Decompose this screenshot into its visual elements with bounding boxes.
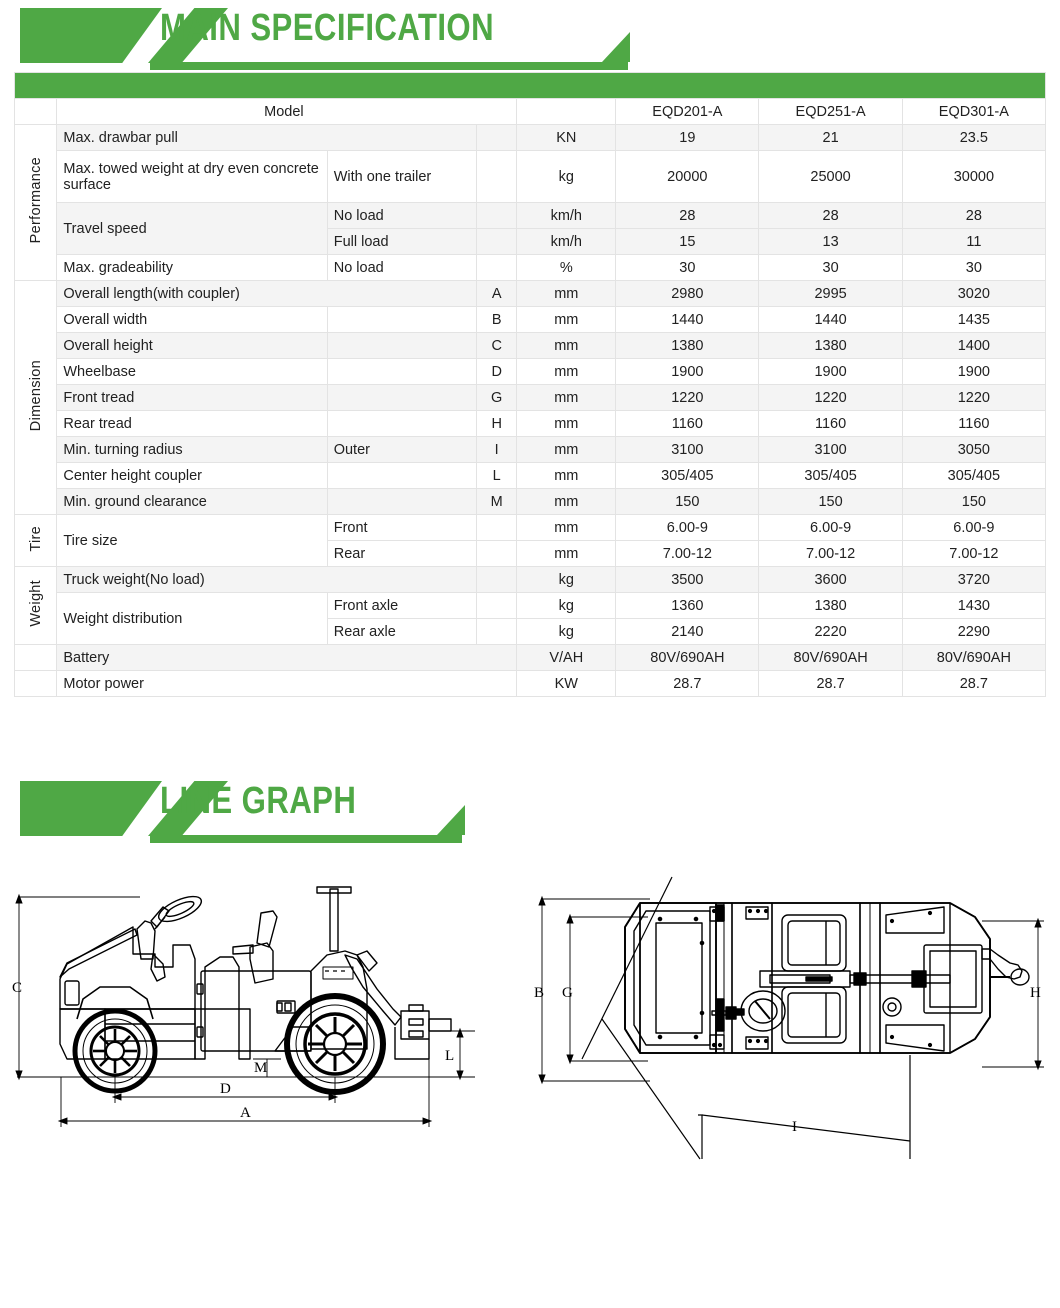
table-row	[15, 203, 1046, 229]
row-item-label: Rear tread	[57, 411, 327, 437]
row-sub-label	[327, 359, 476, 385]
row-sub-label: No load	[327, 203, 476, 229]
row-code: C	[477, 333, 517, 359]
row-sub-label	[327, 411, 476, 437]
row-sub-label: Full load	[327, 229, 476, 255]
row-value-2: 1380	[759, 593, 902, 619]
row-value-2: 13	[759, 229, 902, 255]
row-unit: mm	[517, 541, 616, 567]
row-value-3: 28	[902, 203, 1045, 229]
row-value-1: 20000	[616, 151, 759, 203]
row-item-label: Overall width	[57, 307, 327, 333]
row-value-2: 6.00-9	[759, 515, 902, 541]
row-value-3: 3020	[902, 281, 1045, 307]
row-item-label: Front tread	[57, 385, 327, 411]
table-row	[15, 463, 1046, 489]
row-item-label: Min. turning radius	[57, 437, 327, 463]
row-item-label: Battery	[57, 645, 517, 671]
row-unit: %	[517, 255, 616, 281]
row-value-2: 28.7	[759, 671, 902, 697]
row-unit: mm	[517, 437, 616, 463]
technical-drawings	[0, 849, 1060, 1209]
table-row	[15, 385, 1046, 411]
row-item-label: Wheelbase	[57, 359, 327, 385]
row-value-1: 1160	[616, 411, 759, 437]
top-view-tow-tractor	[520, 859, 1060, 1179]
row-value-3: 7.00-12	[902, 541, 1045, 567]
row-code: A	[477, 281, 517, 307]
row-unit: mm	[517, 307, 616, 333]
row-value-1: 1360	[616, 593, 759, 619]
row-code	[477, 255, 517, 281]
table-header-row	[15, 99, 1046, 125]
row-item-label: Max. towed weight at dry even concrete surface	[57, 151, 327, 203]
row-item-label: Travel speed	[57, 203, 327, 255]
row-sub-label	[327, 463, 476, 489]
row-code: M	[477, 489, 517, 515]
row-value-3: 150	[902, 489, 1045, 515]
row-value-3: 23.5	[902, 125, 1045, 151]
row-value-3: 305/405	[902, 463, 1045, 489]
dim-label-H: H	[1030, 985, 1041, 1001]
table-row	[15, 151, 1046, 203]
table-row	[15, 255, 1046, 281]
row-value-2: 28	[759, 203, 902, 229]
row-sub-label	[327, 307, 476, 333]
row-unit: kg	[517, 567, 616, 593]
row-value-3: 1430	[902, 593, 1045, 619]
row-value-1: 1380	[616, 333, 759, 359]
row-value-2: 305/405	[759, 463, 902, 489]
table-row	[15, 593, 1046, 619]
dim-label-G: G	[562, 985, 573, 1001]
row-value-1: 2140	[616, 619, 759, 645]
row-value-3: 3720	[902, 567, 1045, 593]
row-value-1: 1220	[616, 385, 759, 411]
row-code: B	[477, 307, 517, 333]
row-unit: KW	[517, 671, 616, 697]
banner-block-shape	[20, 781, 162, 836]
row-value-1: 28	[616, 203, 759, 229]
row-item-label: Weight distribution	[57, 593, 327, 645]
table-row	[15, 281, 1046, 307]
row-unit: V/AH	[517, 645, 616, 671]
row-value-3: 1220	[902, 385, 1045, 411]
row-value-1: 30	[616, 255, 759, 281]
row-code	[477, 541, 517, 567]
header-model-1: EQD201-A	[616, 99, 759, 125]
dim-label-M: M	[254, 1060, 268, 1076]
table-green-header-bar	[15, 73, 1046, 99]
row-value-2: 2220	[759, 619, 902, 645]
row-value-1: 3500	[616, 567, 759, 593]
row-value-3: 3050	[902, 437, 1045, 463]
row-unit: mm	[517, 359, 616, 385]
row-value-3: 6.00-9	[902, 515, 1045, 541]
table-row	[15, 671, 1046, 697]
row-code	[477, 567, 517, 593]
row-sub-label: Front	[327, 515, 476, 541]
row-value-2: 1160	[759, 411, 902, 437]
row-sub-label: Front axle	[327, 593, 476, 619]
row-unit: mm	[517, 489, 616, 515]
table-row	[15, 489, 1046, 515]
row-unit: mm	[517, 515, 616, 541]
row-value-2: 150	[759, 489, 902, 515]
row-unit: mm	[517, 463, 616, 489]
category-text: Dimension	[27, 359, 44, 432]
row-unit: km/h	[517, 203, 616, 229]
row-unit: mm	[517, 333, 616, 359]
row-code: D	[477, 359, 517, 385]
row-value-1: 150	[616, 489, 759, 515]
row-unit: mm	[517, 281, 616, 307]
row-value-3: 80V/690AH	[902, 645, 1045, 671]
dim-label-C: C	[12, 980, 23, 996]
row-code	[477, 125, 517, 151]
category-label-dimension	[15, 281, 57, 515]
row-sub-label: Rear axle	[327, 619, 476, 645]
row-value-1: 1440	[616, 307, 759, 333]
row-code	[477, 619, 517, 645]
row-code: L	[477, 463, 517, 489]
row-value-2: 1440	[759, 307, 902, 333]
table-row	[15, 411, 1046, 437]
row-sub-label: No load	[327, 255, 476, 281]
table-row	[15, 125, 1046, 151]
banner-triangle-icon	[437, 805, 465, 835]
row-item-label: Overall length(with coupler)	[57, 281, 477, 307]
row-value-1: 15	[616, 229, 759, 255]
row-item-label: Min. ground clearance	[57, 489, 327, 515]
row-value-2: 80V/690AH	[759, 645, 902, 671]
row-item-label: Max. gradeability	[57, 255, 327, 281]
row-value-2: 25000	[759, 151, 902, 203]
table-row	[15, 307, 1046, 333]
row-unit: km/h	[517, 229, 616, 255]
row-value-3: 1400	[902, 333, 1045, 359]
row-code: G	[477, 385, 517, 411]
row-code: H	[477, 411, 517, 437]
row-sub-label: Rear	[327, 541, 476, 567]
row-value-2: 1900	[759, 359, 902, 385]
line-graph-banner	[0, 773, 1060, 845]
row-value-3: 30000	[902, 151, 1045, 203]
row-value-1: 7.00-12	[616, 541, 759, 567]
table-row	[15, 359, 1046, 385]
row-value-1: 1900	[616, 359, 759, 385]
header-category-spacer	[15, 99, 57, 125]
category-spacer	[15, 645, 57, 671]
row-sub-label: Outer	[327, 437, 476, 463]
dim-label-B: B	[534, 985, 545, 1001]
row-sub-label: With one trailer	[327, 151, 476, 203]
table-row	[15, 333, 1046, 359]
row-code	[477, 151, 517, 203]
row-item-label: Overall height	[57, 333, 327, 359]
row-value-3: 1160	[902, 411, 1045, 437]
table-row	[15, 515, 1046, 541]
row-unit: kg	[517, 619, 616, 645]
page-title-main-specification: MAIN SPECIFICATION	[160, 7, 494, 49]
row-value-2: 1380	[759, 333, 902, 359]
category-text: Weight	[27, 580, 44, 627]
row-item-label: Max. drawbar pull	[57, 125, 477, 151]
row-value-2: 1220	[759, 385, 902, 411]
category-text: Tire	[27, 525, 44, 552]
row-value-3: 28.7	[902, 671, 1045, 697]
row-unit: kg	[517, 593, 616, 619]
row-value-2: 3600	[759, 567, 902, 593]
row-unit: mm	[517, 385, 616, 411]
row-value-2: 30	[759, 255, 902, 281]
dim-label-A: A	[240, 1105, 251, 1121]
header-model-label: Model	[57, 99, 517, 125]
header-model-3: EQD301-A	[902, 99, 1045, 125]
category-label-performance	[15, 125, 57, 281]
banner-triangle-icon	[602, 32, 630, 62]
page-title-line-graph: LINE GRAPH	[160, 780, 357, 822]
dim-label-L: L	[445, 1048, 455, 1064]
row-code: I	[477, 437, 517, 463]
main-specification-banner	[0, 0, 1060, 72]
row-value-3: 1900	[902, 359, 1045, 385]
dim-label-D: D	[220, 1081, 231, 1097]
row-code	[477, 229, 517, 255]
row-value-1: 80V/690AH	[616, 645, 759, 671]
side-view-tow-tractor	[5, 859, 505, 1159]
row-value-1: 19	[616, 125, 759, 151]
category-text: Performance	[27, 157, 44, 244]
category-label-tire	[15, 515, 57, 567]
row-value-1: 305/405	[616, 463, 759, 489]
row-value-1: 3100	[616, 437, 759, 463]
specification-table	[14, 72, 1046, 697]
row-value-1: 6.00-9	[616, 515, 759, 541]
banner-block-shape	[20, 8, 162, 63]
row-value-3: 11	[902, 229, 1045, 255]
row-item-label: Truck weight(No load)	[57, 567, 477, 593]
row-sub-label	[327, 333, 476, 359]
specification-table-wrap	[0, 72, 1060, 697]
row-value-2: 3100	[759, 437, 902, 463]
banner-rule	[150, 835, 462, 843]
row-code	[477, 515, 517, 541]
row-item-label: Center height coupler	[57, 463, 327, 489]
row-value-2: 7.00-12	[759, 541, 902, 567]
header-model-2: EQD251-A	[759, 99, 902, 125]
dim-label-I: I	[792, 1119, 797, 1135]
row-sub-label	[327, 489, 476, 515]
table-row	[15, 645, 1046, 671]
table-row	[15, 437, 1046, 463]
row-value-3: 2290	[902, 619, 1045, 645]
row-code	[477, 203, 517, 229]
row-value-2: 2995	[759, 281, 902, 307]
row-value-3: 30	[902, 255, 1045, 281]
banner-rule	[150, 62, 628, 70]
header-unit-spacer	[517, 99, 616, 125]
category-label-weight	[15, 567, 57, 645]
row-unit: mm	[517, 411, 616, 437]
category-spacer	[15, 671, 57, 697]
row-item-label: Tire size	[57, 515, 327, 567]
row-value-2: 21	[759, 125, 902, 151]
row-item-label: Motor power	[57, 671, 517, 697]
row-value-1: 28.7	[616, 671, 759, 697]
row-value-3: 1435	[902, 307, 1045, 333]
row-code	[477, 593, 517, 619]
row-unit: KN	[517, 125, 616, 151]
table-row	[15, 567, 1046, 593]
row-value-1: 2980	[616, 281, 759, 307]
row-unit: kg	[517, 151, 616, 203]
row-sub-label	[327, 385, 476, 411]
